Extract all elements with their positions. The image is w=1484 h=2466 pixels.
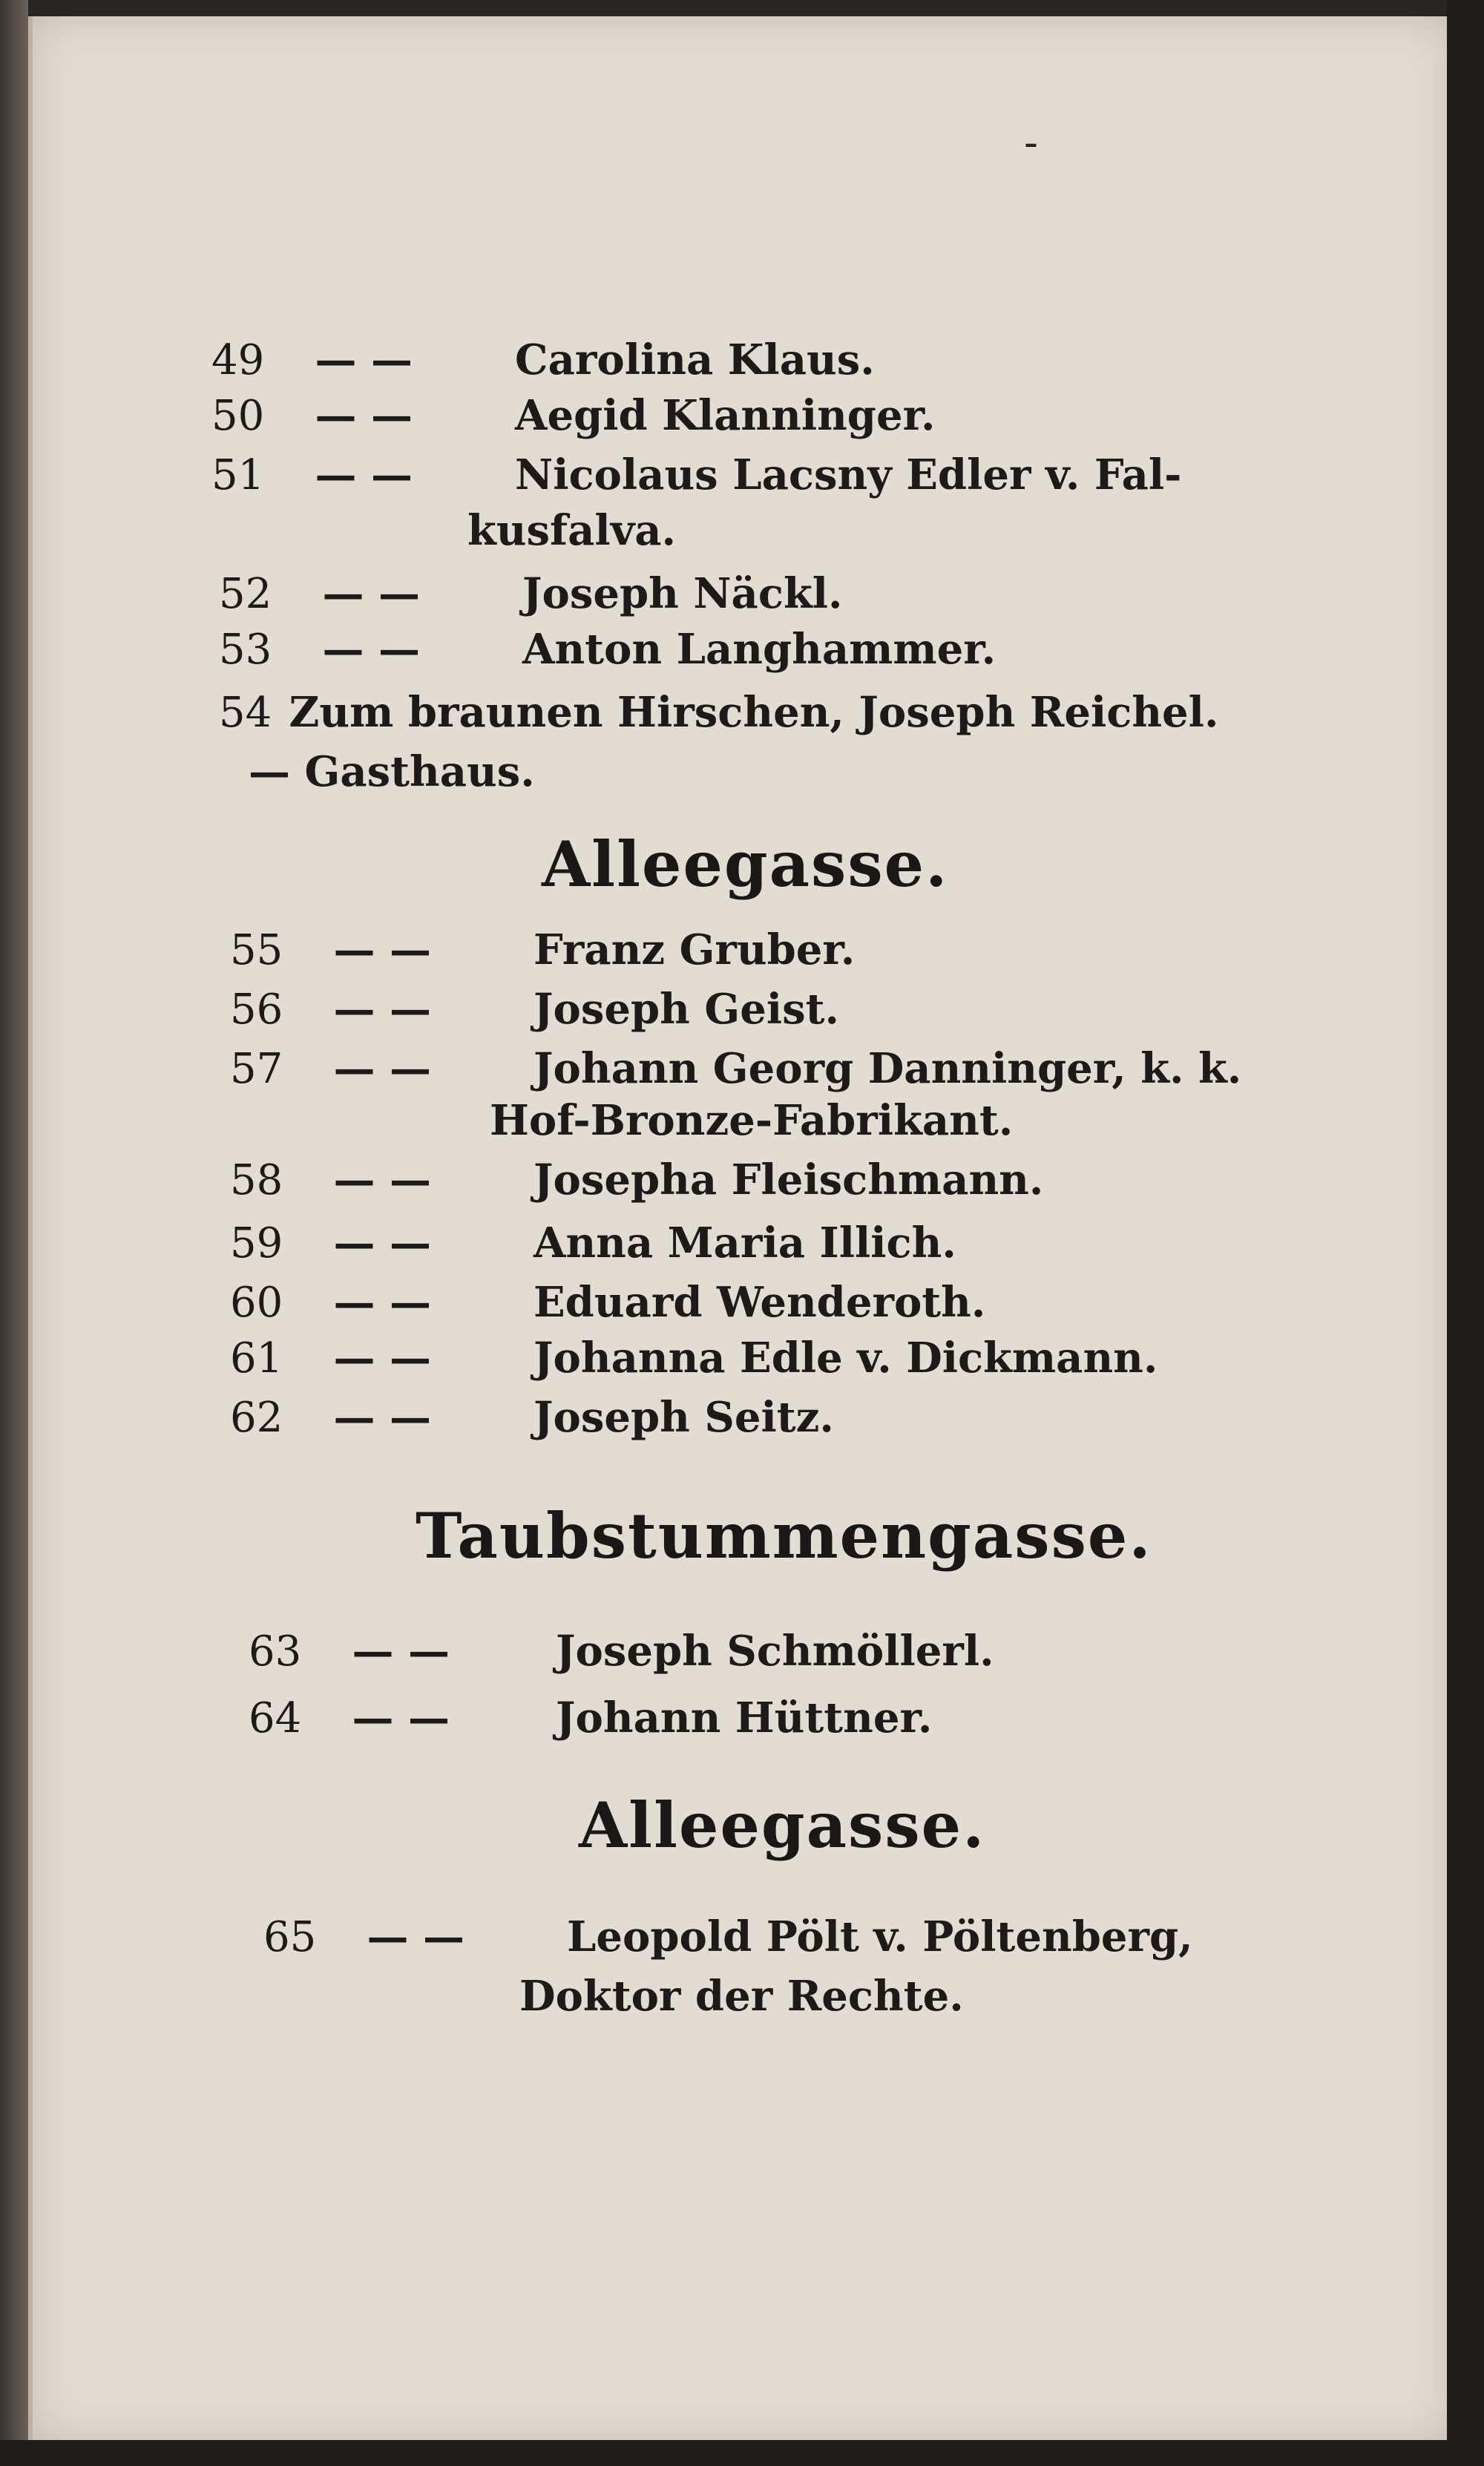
resident-name: Zum braunen Hirschen, Joseph Reichel. [289, 688, 1219, 737]
house-number: 60 [230, 1279, 283, 1327]
ditto-dash: — — [315, 450, 413, 499]
ditto-dash: — — [333, 925, 431, 974]
header-mark: - [1024, 119, 1038, 167]
resident-name-continuation: Doktor der Rechte. [519, 1972, 964, 2021]
house-number: 54 [219, 689, 272, 737]
ditto-dash: — — [322, 625, 420, 674]
entry-51-continuation [467, 505, 676, 557]
resident-name: Anton Langhammer. [522, 625, 997, 674]
house-number: 51 [211, 451, 265, 499]
house-number: 65 [263, 1913, 317, 1961]
ditto-dash: — — [367, 1912, 464, 1961]
resident-name: Nicolaus Lacsny Edler v. Fal- [515, 450, 1182, 499]
ditto-dash: — — [333, 1044, 431, 1093]
house-number: 63 [249, 1627, 302, 1676]
entry-54 [219, 686, 1218, 739]
house-number: 55 [230, 926, 283, 974]
street-heading-alleegasse-2: Alleegasse. [579, 1788, 986, 1862]
house-number: 62 [230, 1394, 283, 1442]
entry-61 [230, 1332, 1158, 1385]
ditto-dash: — — [333, 1219, 431, 1268]
ditto-dash: — — [333, 1278, 431, 1327]
resident-name: Aegid Klanninger. [515, 391, 936, 440]
resident-name: Joseph Seitz. [533, 1393, 834, 1442]
entry-63 [249, 1625, 994, 1678]
resident-name: Johanna Edle v. Dickmann. [533, 1334, 1158, 1383]
ditto-dash: — — [333, 985, 431, 1034]
entry-65-continuation [519, 1970, 964, 2022]
street-heading-alleegasse-1: Alleegasse. [542, 827, 949, 901]
resident-name-continuation: — Gasthaus. [249, 747, 535, 796]
resident-name: Johann Hüttner. [556, 1693, 933, 1742]
entry-54-continuation [249, 746, 535, 798]
entry-58 [230, 1154, 1043, 1207]
resident-name: Joseph Geist. [533, 985, 839, 1034]
ditto-dash: — — [352, 1627, 450, 1676]
resident-name: Carolina Klaus. [515, 335, 875, 384]
street-heading-taubstummengasse: Taubstummengasse. [416, 1499, 1152, 1573]
entry-55 [230, 924, 855, 977]
resident-name: Joseph Näckl. [522, 569, 843, 618]
resident-name: Eduard Wenderoth. [533, 1278, 986, 1327]
house-number: 49 [211, 336, 265, 384]
entry-52 [219, 568, 843, 620]
entry-57 [230, 1043, 1241, 1095]
entry-50 [211, 390, 935, 442]
house-number: 52 [219, 570, 272, 618]
resident-name: Franz Gruber. [533, 925, 856, 974]
ditto-dash: — — [333, 1155, 431, 1204]
resident-name: Johann Georg Danninger, k. k. [533, 1044, 1242, 1093]
entry-59 [230, 1217, 956, 1270]
house-number: 56 [230, 986, 283, 1034]
entry-65 [263, 1911, 1193, 1964]
entry-56 [230, 983, 839, 1036]
entry-53 [219, 623, 996, 676]
house-number: 53 [219, 626, 272, 674]
resident-name-continuation: Hof-Bronze-Fabrikant. [490, 1096, 1014, 1145]
house-number: 64 [249, 1694, 302, 1742]
resident-name: Leopold Pölt v. Pöltenberg, [567, 1912, 1193, 1961]
resident-name: Josepha Fleischmann. [533, 1155, 1044, 1204]
ditto-dash: — — [315, 391, 413, 440]
entry-51 [211, 449, 1181, 502]
ditto-dash: — — [322, 569, 420, 618]
house-number: 61 [230, 1334, 283, 1383]
entry-57-continuation [490, 1095, 1013, 1147]
ditto-dash: — — [333, 1393, 431, 1442]
ditto-dash: — — [333, 1334, 431, 1383]
house-number: 58 [230, 1156, 283, 1204]
house-number: 57 [230, 1045, 283, 1093]
ditto-dash: — — [315, 335, 413, 384]
ditto-dash: — — [352, 1693, 450, 1742]
entry-60 [230, 1276, 985, 1329]
resident-name: Joseph Schmöllerl. [556, 1627, 994, 1676]
entry-64 [249, 1692, 932, 1745]
resident-name-continuation: kusfalva. [467, 506, 677, 555]
house-number: 50 [211, 392, 265, 440]
resident-name: Anna Maria Illich. [533, 1219, 956, 1268]
house-number: 59 [230, 1219, 283, 1268]
entry-62 [230, 1391, 834, 1444]
entry-49 [211, 334, 875, 387]
